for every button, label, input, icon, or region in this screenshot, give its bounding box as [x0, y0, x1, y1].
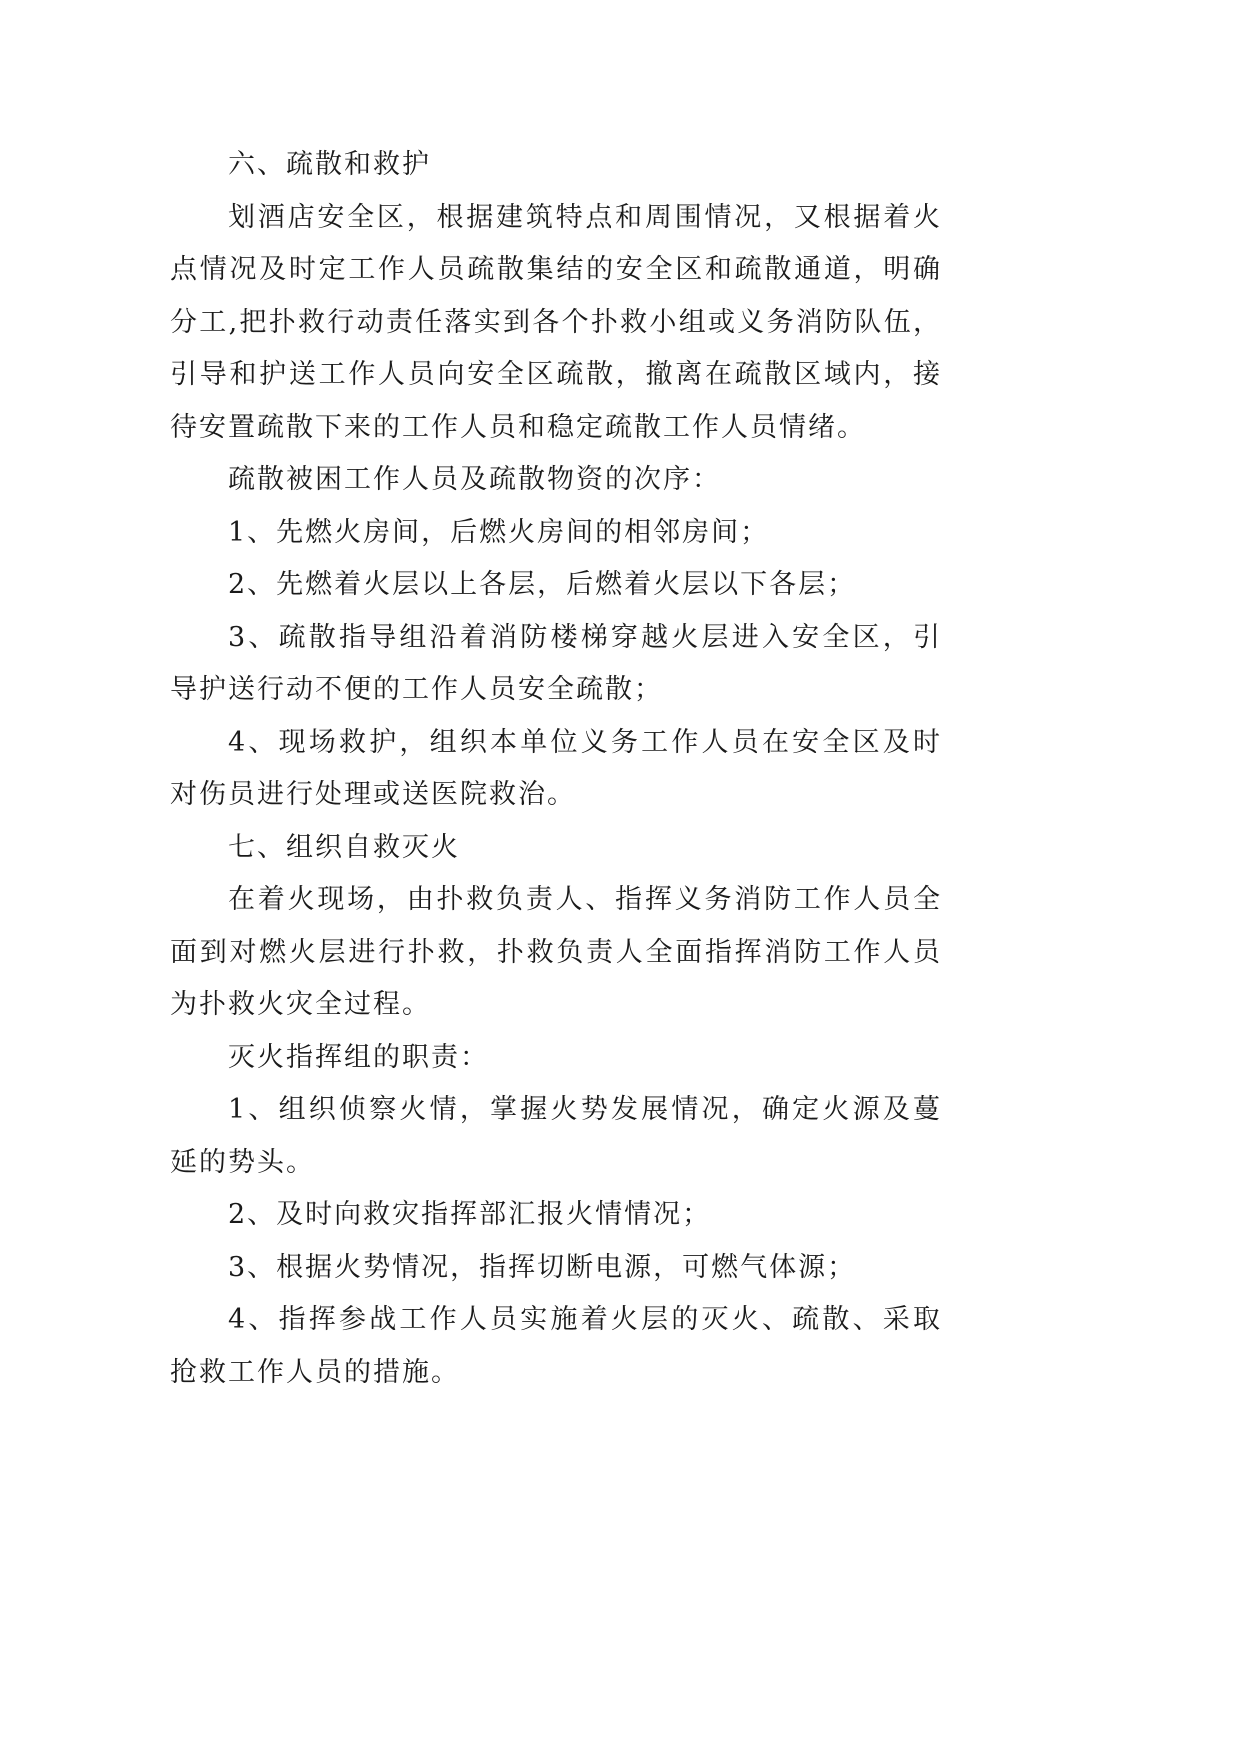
- paragraph-line: 点情况及时定工作人员疏散集结的安全区和疏散通道，明确: [170, 254, 940, 285]
- paragraph-line: 2、先燃着火层以上各层，后燃着火层以下各层；: [228, 569, 857, 600]
- paragraph-line: 为扑救火灾全过程。: [170, 989, 431, 1020]
- list-item: [170, 1294, 940, 1399]
- paragraph-line: 引导和护送工作人员向安全区疏散，撤离在疏散区域内，接: [170, 359, 940, 390]
- paragraph-line: 1、组织侦察火情，掌握火势发展情况，确定火源及蔓: [228, 1094, 940, 1125]
- list-item: [170, 507, 940, 560]
- paragraph-line: 分工,把扑救行动责任落实到各个扑救小组或义务消防队伍，: [170, 306, 940, 338]
- section-heading: [170, 822, 940, 875]
- section-heading: [170, 139, 940, 192]
- list-item: [170, 1242, 940, 1295]
- paragraph-line: 延的势头。: [170, 1146, 315, 1178]
- paragraph-line: 待安置疏散下来的工作人员和稳定疏散工作人员情绪。: [170, 411, 866, 443]
- paragraph-line: 在着火现场，由扑救负责人、指挥义务消防工作人员全: [228, 884, 940, 915]
- paragraph-line: 面到对燃火层进行扑救，扑救负责人全面指挥消防工作人员: [170, 936, 940, 968]
- paragraph-line: 疏散被困工作人员及疏散物资的次序：: [228, 464, 721, 495]
- paragraph: [170, 874, 940, 1032]
- paragraph-line: 4、现场救护，组织本单位义务工作人员在安全区及时: [228, 726, 940, 758]
- paragraph-line: 灭火指挥组的职责：: [228, 1041, 489, 1073]
- paragraph: [170, 192, 940, 455]
- paragraph-line: 1、先燃火房间，后燃火房间的相邻房间；: [228, 516, 770, 548]
- paragraph: [170, 1032, 940, 1085]
- paragraph-line: 六、疏散和救护: [228, 149, 431, 180]
- paragraph-line: 导护送行动不便的工作人员安全疏散；: [170, 674, 663, 705]
- paragraph-line: 4、指挥参战工作人员实施着火层的灭火、疏散、采取: [228, 1304, 940, 1335]
- list-item: [170, 612, 940, 717]
- paragraph-line: 3、根据火势情况，指挥切断电源，可燃气体源；: [228, 1251, 857, 1283]
- document-body: [170, 139, 940, 1399]
- paragraph-line: 3、疏散指导组沿着消防楼梯穿越火层进入安全区，引: [228, 621, 940, 653]
- paragraph-line: 七、组织自救灭火: [228, 831, 460, 863]
- paragraph-line: 2、及时向救灾指挥部汇报火情情况；: [228, 1199, 712, 1230]
- list-item: [170, 559, 940, 612]
- paragraph: [170, 454, 940, 507]
- list-item: [170, 1189, 940, 1242]
- list-item: [170, 1084, 940, 1189]
- paragraph-line: 划酒店安全区，根据建筑特点和周围情况，又根据着火: [228, 201, 940, 233]
- list-item: [170, 717, 940, 822]
- paragraph-line: 对伤员进行处理或送医院救治。: [170, 779, 576, 810]
- paragraph-line: 抢救工作人员的措施。: [170, 1356, 460, 1388]
